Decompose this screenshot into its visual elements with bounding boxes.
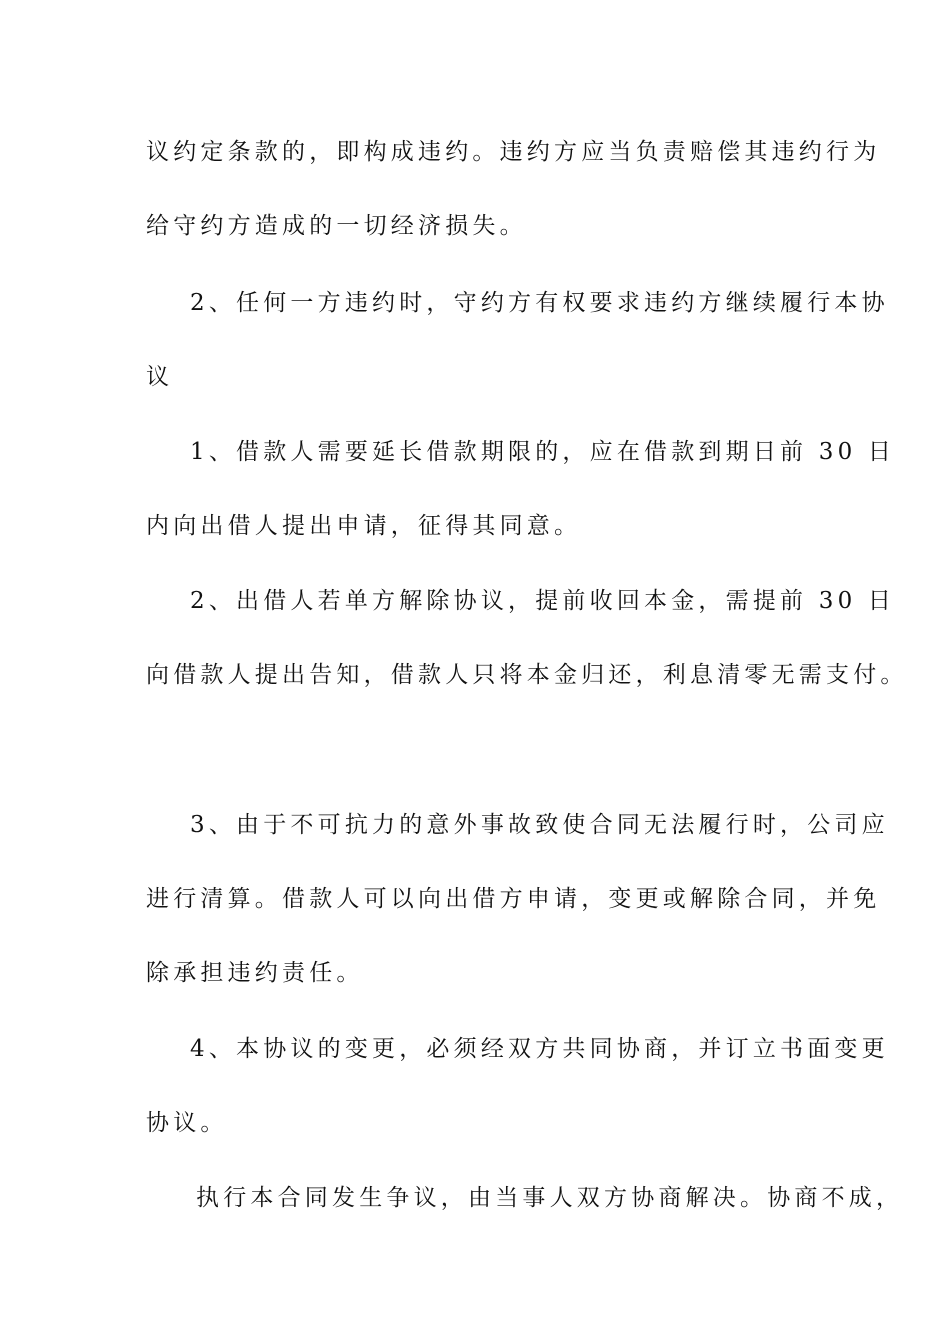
text-line: 执行本合同发生争议，由当事人双方协商解决。协商不成，	[196, 1185, 904, 1211]
text-line: 进行清算。借款人可以向出借方申请，变更或解除合同，并免	[146, 886, 881, 912]
text-line: 向借款人提出告知，借款人只将本金归还，利息清零无需支付。	[146, 662, 908, 688]
text-line: 议	[146, 364, 174, 390]
text-line: 2、出借人若单方解除协议，提前收回本金，需提前 30 日	[190, 588, 896, 614]
text-line: 1、借款人需要延长借款期限的，应在借款到期日前 30 日	[190, 439, 896, 465]
text-line: 2、任何一方违约时，守约方有权要求违约方继续履行本协	[190, 290, 889, 316]
text-line: 议约定条款的，即构成违约。违约方应当负责赔偿其违约行为	[146, 139, 881, 165]
text-line: 除承担违约责任。	[146, 960, 364, 986]
text-line: 协议。	[146, 1110, 228, 1136]
text-line: 内向出借人提出申请，征得其同意。	[146, 513, 582, 539]
text-line: 给守约方造成的一切经济损失。	[146, 213, 527, 239]
text-line: 3、由于不可抗力的意外事故致使合同无法履行时，公司应	[190, 812, 889, 838]
text-line: 4、本协议的变更，必须经双方共同协商，并订立书面变更	[190, 1036, 889, 1062]
